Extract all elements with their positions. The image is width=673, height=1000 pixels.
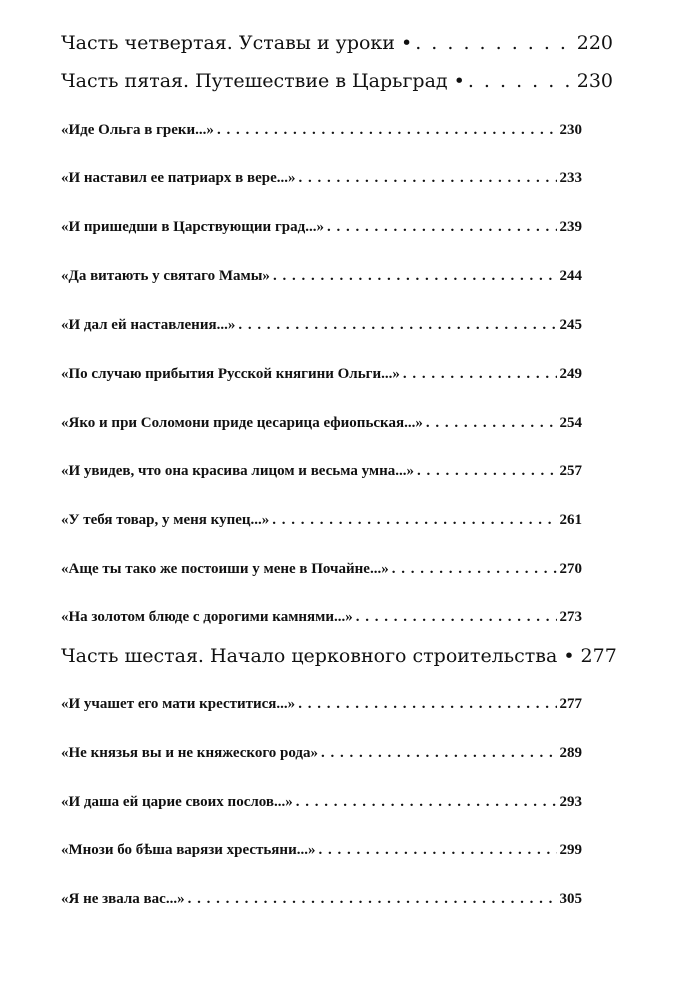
dot-leader xyxy=(217,122,557,139)
toc-entry-title: «Не князья вы и не княжеского рода» xyxy=(61,745,319,761)
toc-entry-title: «На золотом блюде с дорогими камнями...» xyxy=(61,609,353,625)
toc-entry-title: «И даша ей царие своих послов...» xyxy=(61,794,293,810)
dot-leader xyxy=(468,70,574,92)
toc-entry xyxy=(61,842,582,859)
dot-leader xyxy=(296,794,557,811)
dot-leader xyxy=(321,745,556,762)
toc-entry-title: «Мнози бо бѣша варязи хрестьяни...» xyxy=(61,842,316,858)
toc-entry xyxy=(61,696,582,713)
toc-entry-page: 293 xyxy=(559,794,582,810)
dot-leader xyxy=(238,317,556,334)
toc-entry-page: 277 xyxy=(559,696,582,712)
toc-entry-title: «И наставил ее патриарх в вере...» xyxy=(61,170,296,186)
toc-entry-page: 239 xyxy=(559,219,582,235)
toc-entry-page: 244 xyxy=(559,268,582,284)
toc-entry-page: 277 xyxy=(580,645,617,667)
toc-entry-title: «Аще ты тако же постоиши у мене в Почайне...» xyxy=(61,561,389,577)
toc-entry-page: 233 xyxy=(559,170,582,186)
toc-entry-title: «И пришедши в Царствующии град...» xyxy=(61,219,324,235)
toc-entry-page: 270 xyxy=(559,561,582,577)
toc-entry-title: «По случаю прибытия Русской княгини Ольги...» xyxy=(61,366,400,382)
toc-entry xyxy=(61,70,613,92)
toc-entry xyxy=(61,32,613,54)
toc-entry xyxy=(61,463,582,480)
toc-entry-page: 261 xyxy=(559,512,582,528)
toc-entry-page: 299 xyxy=(559,842,582,858)
dot-leader xyxy=(415,32,574,54)
toc-entry-page: 254 xyxy=(559,415,582,431)
toc-entry-title: Часть четвертая. Уставы и уроки • xyxy=(61,32,413,54)
toc-entry-title: «И дал ей наставления...» xyxy=(61,317,236,333)
toc-entry-page: 230 xyxy=(559,122,582,138)
dot-leader xyxy=(299,170,557,187)
toc-entry-title: «Иде Ольга в греки...» xyxy=(61,122,214,138)
dot-leader xyxy=(272,512,556,529)
toc-entry xyxy=(61,122,582,139)
dot-leader xyxy=(188,891,557,908)
toc-entry xyxy=(61,170,582,187)
toc-entry-title: «И учашет его мати креститися...» xyxy=(61,696,296,712)
dot-leader xyxy=(318,842,556,859)
toc-entry xyxy=(61,794,582,811)
toc-entry xyxy=(61,745,582,762)
toc-entry-page: 289 xyxy=(559,745,582,761)
toc-entry xyxy=(61,645,617,667)
toc-entry-title: «Яко и при Соломони приде цесарица ефиопьская...» xyxy=(61,415,423,431)
toc-entry-title: «И увидев, что она красива лицом и весьма умна...» xyxy=(61,463,414,479)
toc-entry-page: 220 xyxy=(576,32,613,54)
toc-entry xyxy=(61,512,582,529)
toc-entry-page: 249 xyxy=(559,366,582,382)
toc-entry-page: 230 xyxy=(576,70,613,92)
toc-entry xyxy=(61,317,582,334)
toc-entry xyxy=(61,609,582,626)
toc-entry xyxy=(61,366,582,383)
toc-entry xyxy=(61,561,582,578)
toc-entry xyxy=(61,891,582,908)
toc-entry xyxy=(61,415,582,432)
dot-leader xyxy=(327,219,557,236)
toc-entry-title: «У тебя товар, у меня купец...» xyxy=(61,512,270,528)
toc-entry-page: 305 xyxy=(559,891,582,907)
dot-leader xyxy=(392,561,557,578)
dot-leader xyxy=(298,696,556,713)
toc-entry-page: 257 xyxy=(559,463,582,479)
toc-entry xyxy=(61,268,582,285)
toc-entry-title: «Да витають у святаго Мамы» xyxy=(61,268,270,284)
toc-entry xyxy=(61,219,582,236)
toc-entry-page: 273 xyxy=(559,609,582,625)
toc-entry-title: Часть шестая. Начало церковного строительства • xyxy=(61,645,575,667)
dot-leader xyxy=(417,463,557,480)
toc-entry-page: 245 xyxy=(559,317,582,333)
dot-leader xyxy=(356,609,557,626)
dot-leader xyxy=(403,366,557,383)
dot-leader xyxy=(273,268,557,285)
dot-leader xyxy=(426,415,557,432)
toc-entry-title: Часть пятая. Путешествие в Царьград • xyxy=(61,70,465,92)
toc-entry-title: «Я не звала вас...» xyxy=(61,891,185,907)
